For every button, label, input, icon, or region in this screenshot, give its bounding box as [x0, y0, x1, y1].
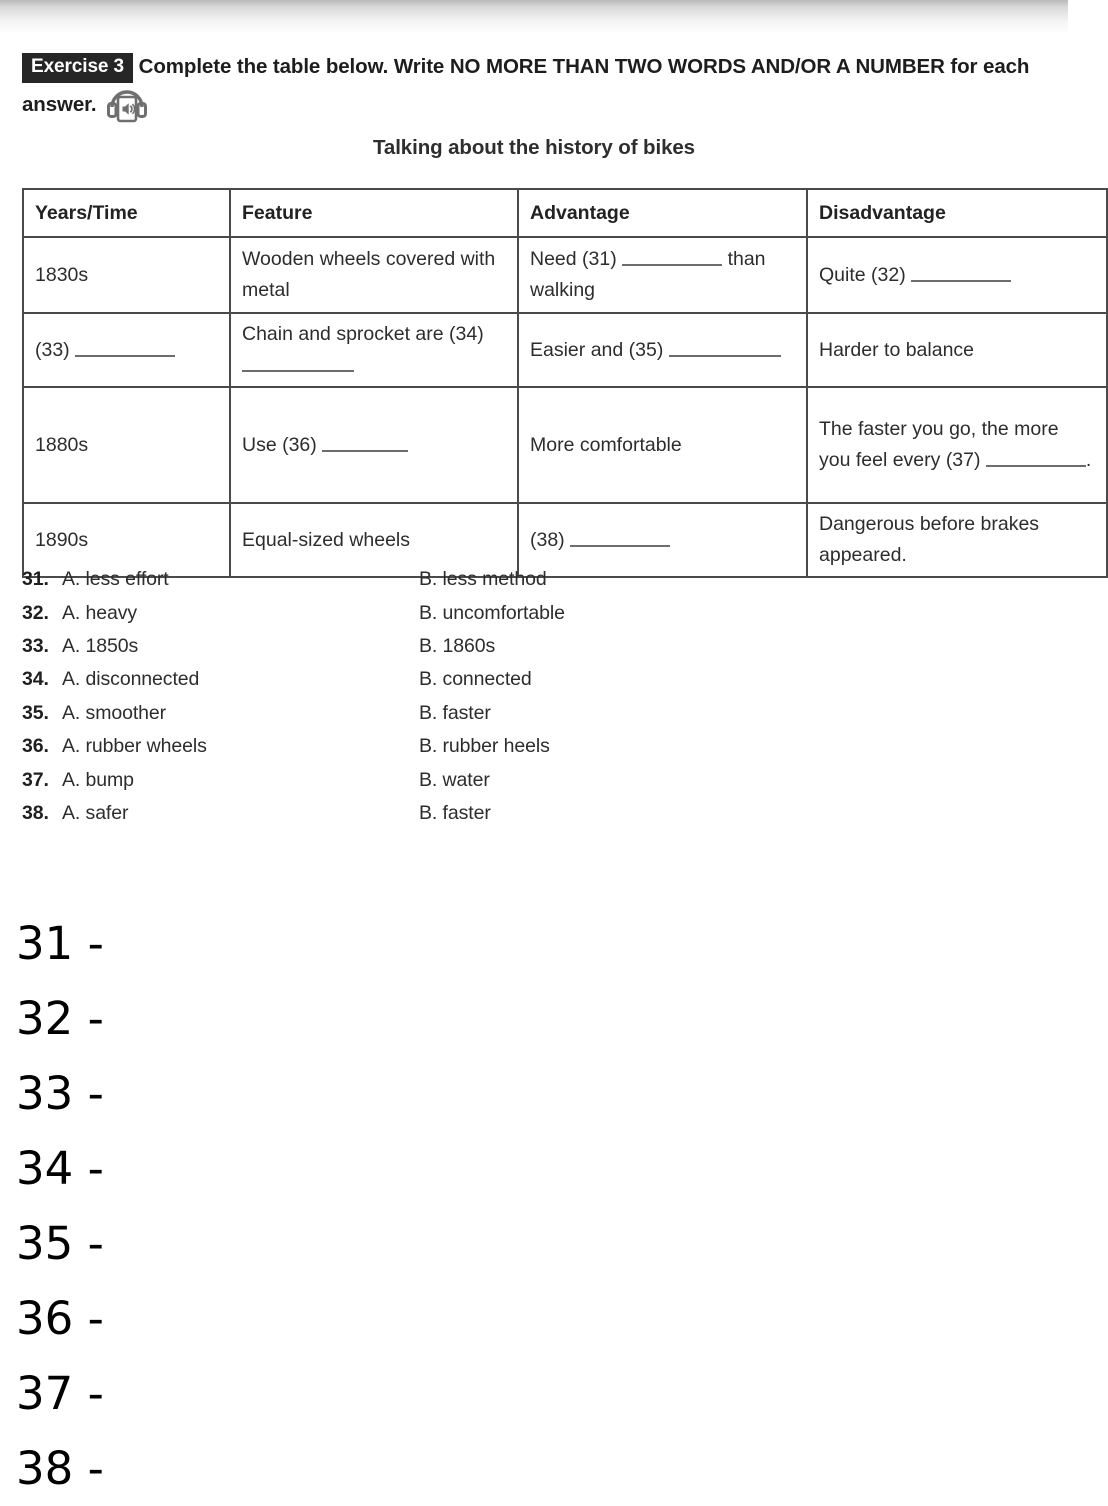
- table-row: [23, 237, 1107, 313]
- option-number: 34.: [22, 668, 49, 691]
- answer-blank-35[interactable]: [669, 339, 781, 357]
- cell-years-1890s: 1890s: [23, 503, 230, 577]
- cell-text: .: [1085, 449, 1092, 471]
- cell-disadvantage-33: Harder to balance: [807, 313, 1107, 387]
- cell-years-1830s: 1830s: [23, 237, 230, 313]
- cell-disadvantage-1890s: Dangerous before brakes appeared.: [807, 503, 1107, 577]
- option-b[interactable]: B. water: [419, 768, 490, 791]
- cell-years-1880s: 1880s: [23, 387, 230, 503]
- answer-blank-32[interactable]: [911, 264, 1011, 282]
- exercise-instruction: [22, 50, 1057, 123]
- answer-blank-33[interactable]: [75, 339, 175, 357]
- cell-text: (33): [35, 338, 70, 361]
- option-row-38: [22, 797, 922, 830]
- column-header-years: Years/Time: [23, 189, 230, 237]
- cell-text: Easier and (35): [530, 338, 664, 361]
- option-number: 38.: [22, 801, 49, 824]
- option-number: 32.: [22, 601, 49, 624]
- answer-entry-36[interactable]: 36 -: [16, 1292, 104, 1345]
- option-b[interactable]: B. 1860s: [419, 634, 496, 657]
- cell-text: Use (36): [242, 433, 317, 456]
- answer-entry-38[interactable]: 38 -: [16, 1442, 104, 1495]
- option-row-32: [22, 596, 922, 629]
- answer-blank-36[interactable]: [322, 434, 408, 452]
- headphones-audio-icon: [105, 83, 149, 123]
- option-a[interactable]: A. bump: [62, 768, 134, 791]
- column-header-disadvantage: Disadvantage: [807, 189, 1107, 237]
- answer-entry-32[interactable]: 32 -: [16, 992, 104, 1045]
- option-b[interactable]: B. uncomfortable: [419, 601, 565, 624]
- option-number: 35.: [22, 701, 49, 724]
- answer-entry-31[interactable]: 31 -: [16, 917, 104, 970]
- option-b[interactable]: B. less method: [419, 568, 547, 591]
- option-b[interactable]: B. connected: [419, 668, 532, 691]
- option-b[interactable]: B. faster: [419, 701, 491, 724]
- cell-text: Quite (32): [819, 263, 906, 286]
- exercise-badge: Exercise 3: [22, 53, 133, 83]
- options-list: [22, 563, 922, 830]
- cell-advantage-35: [518, 313, 807, 387]
- answer-blank-38[interactable]: [570, 529, 670, 547]
- answer-blank-34[interactable]: [242, 354, 354, 372]
- option-row-37: [22, 763, 922, 796]
- cell-feature-34: [230, 313, 518, 387]
- cell-text: Need (31): [530, 248, 617, 270]
- cell-years-33: [23, 313, 230, 387]
- option-a[interactable]: A. 1850s: [62, 634, 139, 657]
- answer-entry-37[interactable]: 37 -: [16, 1367, 104, 1420]
- table-row: [23, 387, 1107, 503]
- option-b[interactable]: B. rubber heels: [419, 735, 550, 758]
- option-row-31: [22, 563, 922, 596]
- cell-disadvantage-1830s: [807, 237, 1107, 313]
- option-row-34: [22, 663, 922, 696]
- history-of-bikes-table: [22, 188, 1108, 578]
- answer-entry-34[interactable]: 34 -: [16, 1142, 104, 1195]
- cell-advantage-1880s: More comfortable: [518, 387, 807, 503]
- table-row: [23, 313, 1107, 387]
- option-a[interactable]: A. rubber wheels: [62, 735, 207, 758]
- option-a[interactable]: A. heavy: [62, 601, 138, 624]
- answer-entry-33[interactable]: 33 -: [16, 1067, 104, 1120]
- option-number: 36.: [22, 735, 49, 758]
- column-header-advantage: Advantage: [518, 189, 807, 237]
- cell-text: Chain and sprocket are (34): [242, 323, 484, 345]
- scan-edge-shadow: [0, 0, 1068, 34]
- answer-blank-31[interactable]: [622, 248, 722, 266]
- answer-entry-35[interactable]: 35 -: [16, 1217, 104, 1270]
- option-row-33: [22, 630, 922, 663]
- answer-blank-37[interactable]: [986, 449, 1086, 467]
- cell-text: than walking: [530, 248, 766, 301]
- instruction-text: Complete the table below. Write NO MORE THAN TWO WORDS AND/OR A NUMBER for each answer.: [22, 55, 1030, 116]
- option-b[interactable]: B. faster: [419, 801, 491, 824]
- option-number: 37.: [22, 768, 49, 791]
- option-row-35: [22, 697, 922, 730]
- cell-feature-1830s: [230, 237, 518, 313]
- cell-feature-36: [230, 387, 518, 503]
- option-row-36: [22, 730, 922, 763]
- option-a[interactable]: A. safer: [62, 801, 129, 824]
- option-a[interactable]: A. smoother: [62, 701, 167, 724]
- answer-entry-list: [16, 906, 416, 1506]
- cell-text: (38): [530, 528, 565, 551]
- option-number: 31.: [22, 568, 49, 591]
- cell-feature-1890s: Equal-sized wheels: [230, 503, 518, 577]
- cell-text: Wooden wheels covered with metal: [242, 248, 496, 301]
- column-header-feature: Feature: [230, 189, 518, 237]
- cell-text: The faster you go, the more you feel every (37): [819, 418, 1059, 471]
- cell-advantage-1830s: [518, 237, 807, 313]
- table-header-row: [23, 189, 1107, 237]
- option-a[interactable]: A. disconnected: [62, 668, 200, 691]
- option-a[interactable]: A. less effort: [62, 568, 169, 591]
- option-number: 33.: [22, 634, 49, 657]
- table-title: Talking about the history of bikes: [373, 136, 695, 159]
- cell-disadvantage-37: [807, 387, 1107, 503]
